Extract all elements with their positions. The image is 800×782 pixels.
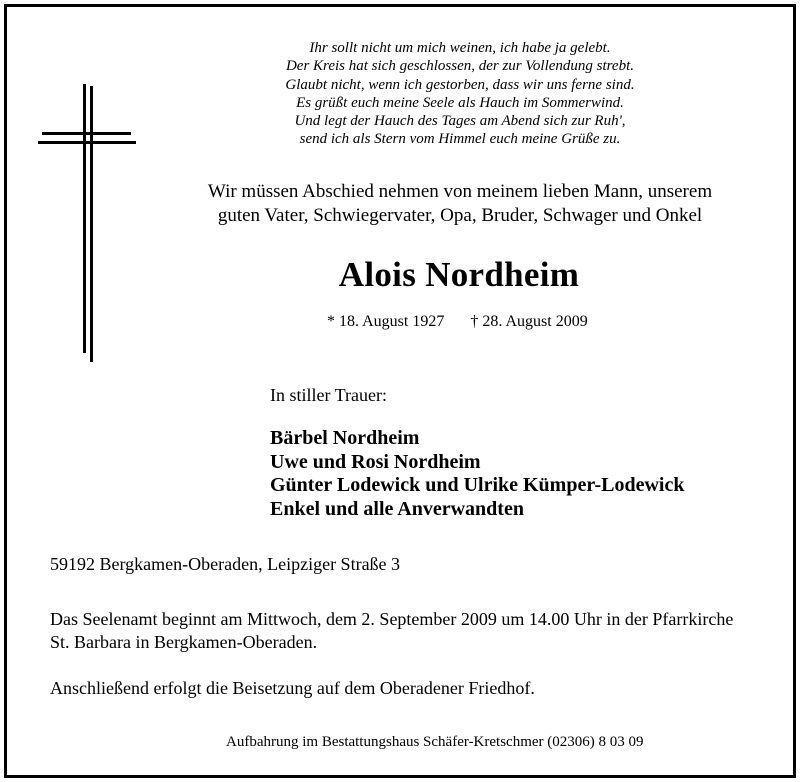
- deceased-name: Alois Nordheim: [338, 255, 580, 294]
- mourning-label: In stiller Trauer:: [270, 385, 387, 405]
- service-info: [50, 608, 770, 654]
- mourners-list: [270, 427, 684, 521]
- cross-vertical-line: [90, 86, 93, 362]
- farewell-line: Wir müssen Abschied nehmen von meinem lieben Mann, unserem: [207, 181, 713, 202]
- cross-horizontal-line: [38, 141, 136, 144]
- mourner: Enkel und alle Anverwandten: [270, 497, 524, 520]
- poem: [230, 39, 690, 149]
- address: 59192 Bergkamen-Oberaden, Leipziger Straße 3: [50, 554, 401, 574]
- service-line: Das Seelenamt beginnt am Mittwoch, dem 2. September 2009 um 14.00 Uhr in der Pfarrkirche: [50, 609, 734, 629]
- life-dates: [327, 313, 588, 331]
- service-line: St. Barbara in Bergkamen-Oberaden.: [50, 632, 318, 652]
- poem-line: Ihr sollt nicht um mich weinen, ich habe ja gelebt.: [309, 40, 611, 56]
- mourner: Günter Lodewick und Ulrike Kümper-Lodewick: [270, 474, 685, 496]
- mourner: Bärbel Nordheim: [270, 427, 420, 449]
- birth-date: * 18. August 1927: [327, 313, 445, 330]
- poem-line: Glaubt nicht, wenn ich gestorben, dass wir uns ferne sind.: [285, 76, 635, 93]
- poem-line: Und legt der Hauch des Tages am Abend sich zur Ruh',: [294, 113, 626, 130]
- cross-icon: [36, 84, 138, 364]
- poem-line: Der Kreis hat sich geschlossen, der zur Vollendung strebt.: [285, 58, 635, 75]
- farewell-line: guten Vater, Schwiegervater, Opa, Bruder, Schwager und Onkel: [217, 205, 703, 226]
- mourner: Uwe und Rosi Nordheim: [270, 450, 481, 473]
- farewell-text: [190, 180, 730, 228]
- cross-vertical-line: [83, 84, 86, 353]
- poem-line: Es grüßt euch meine Seele als Hauch im Sommerwind.: [296, 94, 624, 111]
- cross-horizontal-line: [42, 132, 131, 135]
- funeral-home-info: Aufbahrung im Bestattungshaus Schäfer-Kretschmer (02306) 8 03 09: [226, 734, 644, 750]
- poem-line: send ich als Stern vom Himmel euch meine Grüße zu.: [299, 131, 621, 148]
- burial-info: Anschließend erfolgt die Beisetzung auf dem Oberadener Friedhof.: [50, 678, 535, 698]
- death-date: † 28. August 2009: [470, 313, 588, 330]
